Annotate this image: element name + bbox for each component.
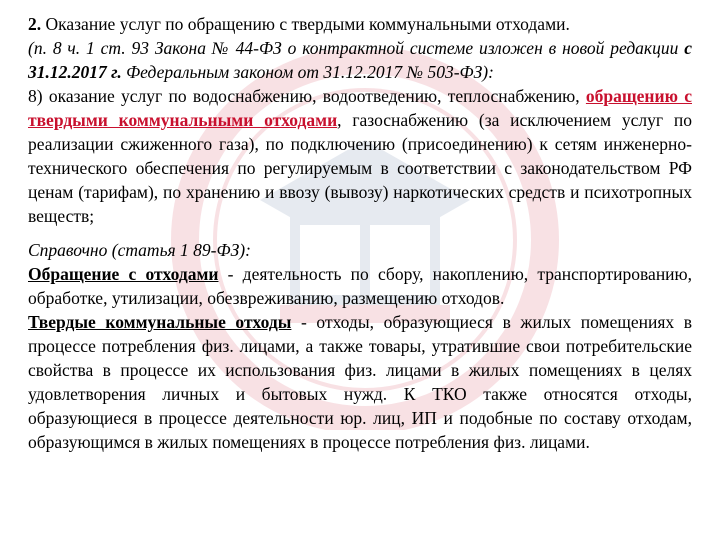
note-part3: Федеральным законом от 31.12.2017 № 503-ФЗ): <box>121 62 494 82</box>
definition-paragraph <box>28 262 692 310</box>
item8-highlight: обращению с твердыми коммунальными отходами <box>28 86 692 130</box>
definition-term: Твердые коммунальные отходы <box>28 312 292 332</box>
reference-title: Справочно (статья 1 89-ФЗ): <box>28 240 251 260</box>
item8-part2: , газоснабжению (за исключением услуг по реализации сжиженного газа), по подключению (присоединению) к сетям инженерно-технического обеспечения по регулируемым в соответствии с законодательством РФ ценам (тарифам), по хранению и ввозу (вывозу) наркотических средств и психотропных веществ; <box>28 110 692 226</box>
note-date: с 31.12.2017 г. <box>28 38 692 82</box>
note-part1: (п. 8 ч. 1 ст. 93 Закона № 44-ФЗ о контрактной системе изложен в новой редакции <box>28 38 685 58</box>
document-page <box>28 12 692 454</box>
item8-part1: 8) оказание услуг по водоснабжению, водоотведению, теплоснабжению, <box>28 86 586 106</box>
definition-text: - деятельность по сбору, накоплению, транспортированию, обработке, утилизации, обезвреживанию, размещению отходов. <box>28 264 692 308</box>
definition-term: Обращение с отходами <box>28 264 219 284</box>
item-8-paragraph <box>28 84 692 228</box>
amendment-note <box>28 36 692 84</box>
heading-text: Оказание услуг по обращению с твердыми коммунальными отходами. <box>41 14 570 34</box>
definition-text: - отходы, образующиеся в жилых помещениях в процессе потребления физ. лицами, а также товары, утратившие свои потребительские свойства в процессе их использования физ. лицами в жилых помещениях в целях удовлетворения личных и бытовых нужд. К ТКО также относятся отходы, образующиеся в процессе деятельности юр. лиц, ИП и подобные по составу отходам, образующимся в жилых помещениях в процессе потребления физ. лицами. <box>28 312 692 452</box>
heading <box>28 12 692 36</box>
definition-paragraph <box>28 310 692 454</box>
heading-number: 2. <box>28 14 42 34</box>
